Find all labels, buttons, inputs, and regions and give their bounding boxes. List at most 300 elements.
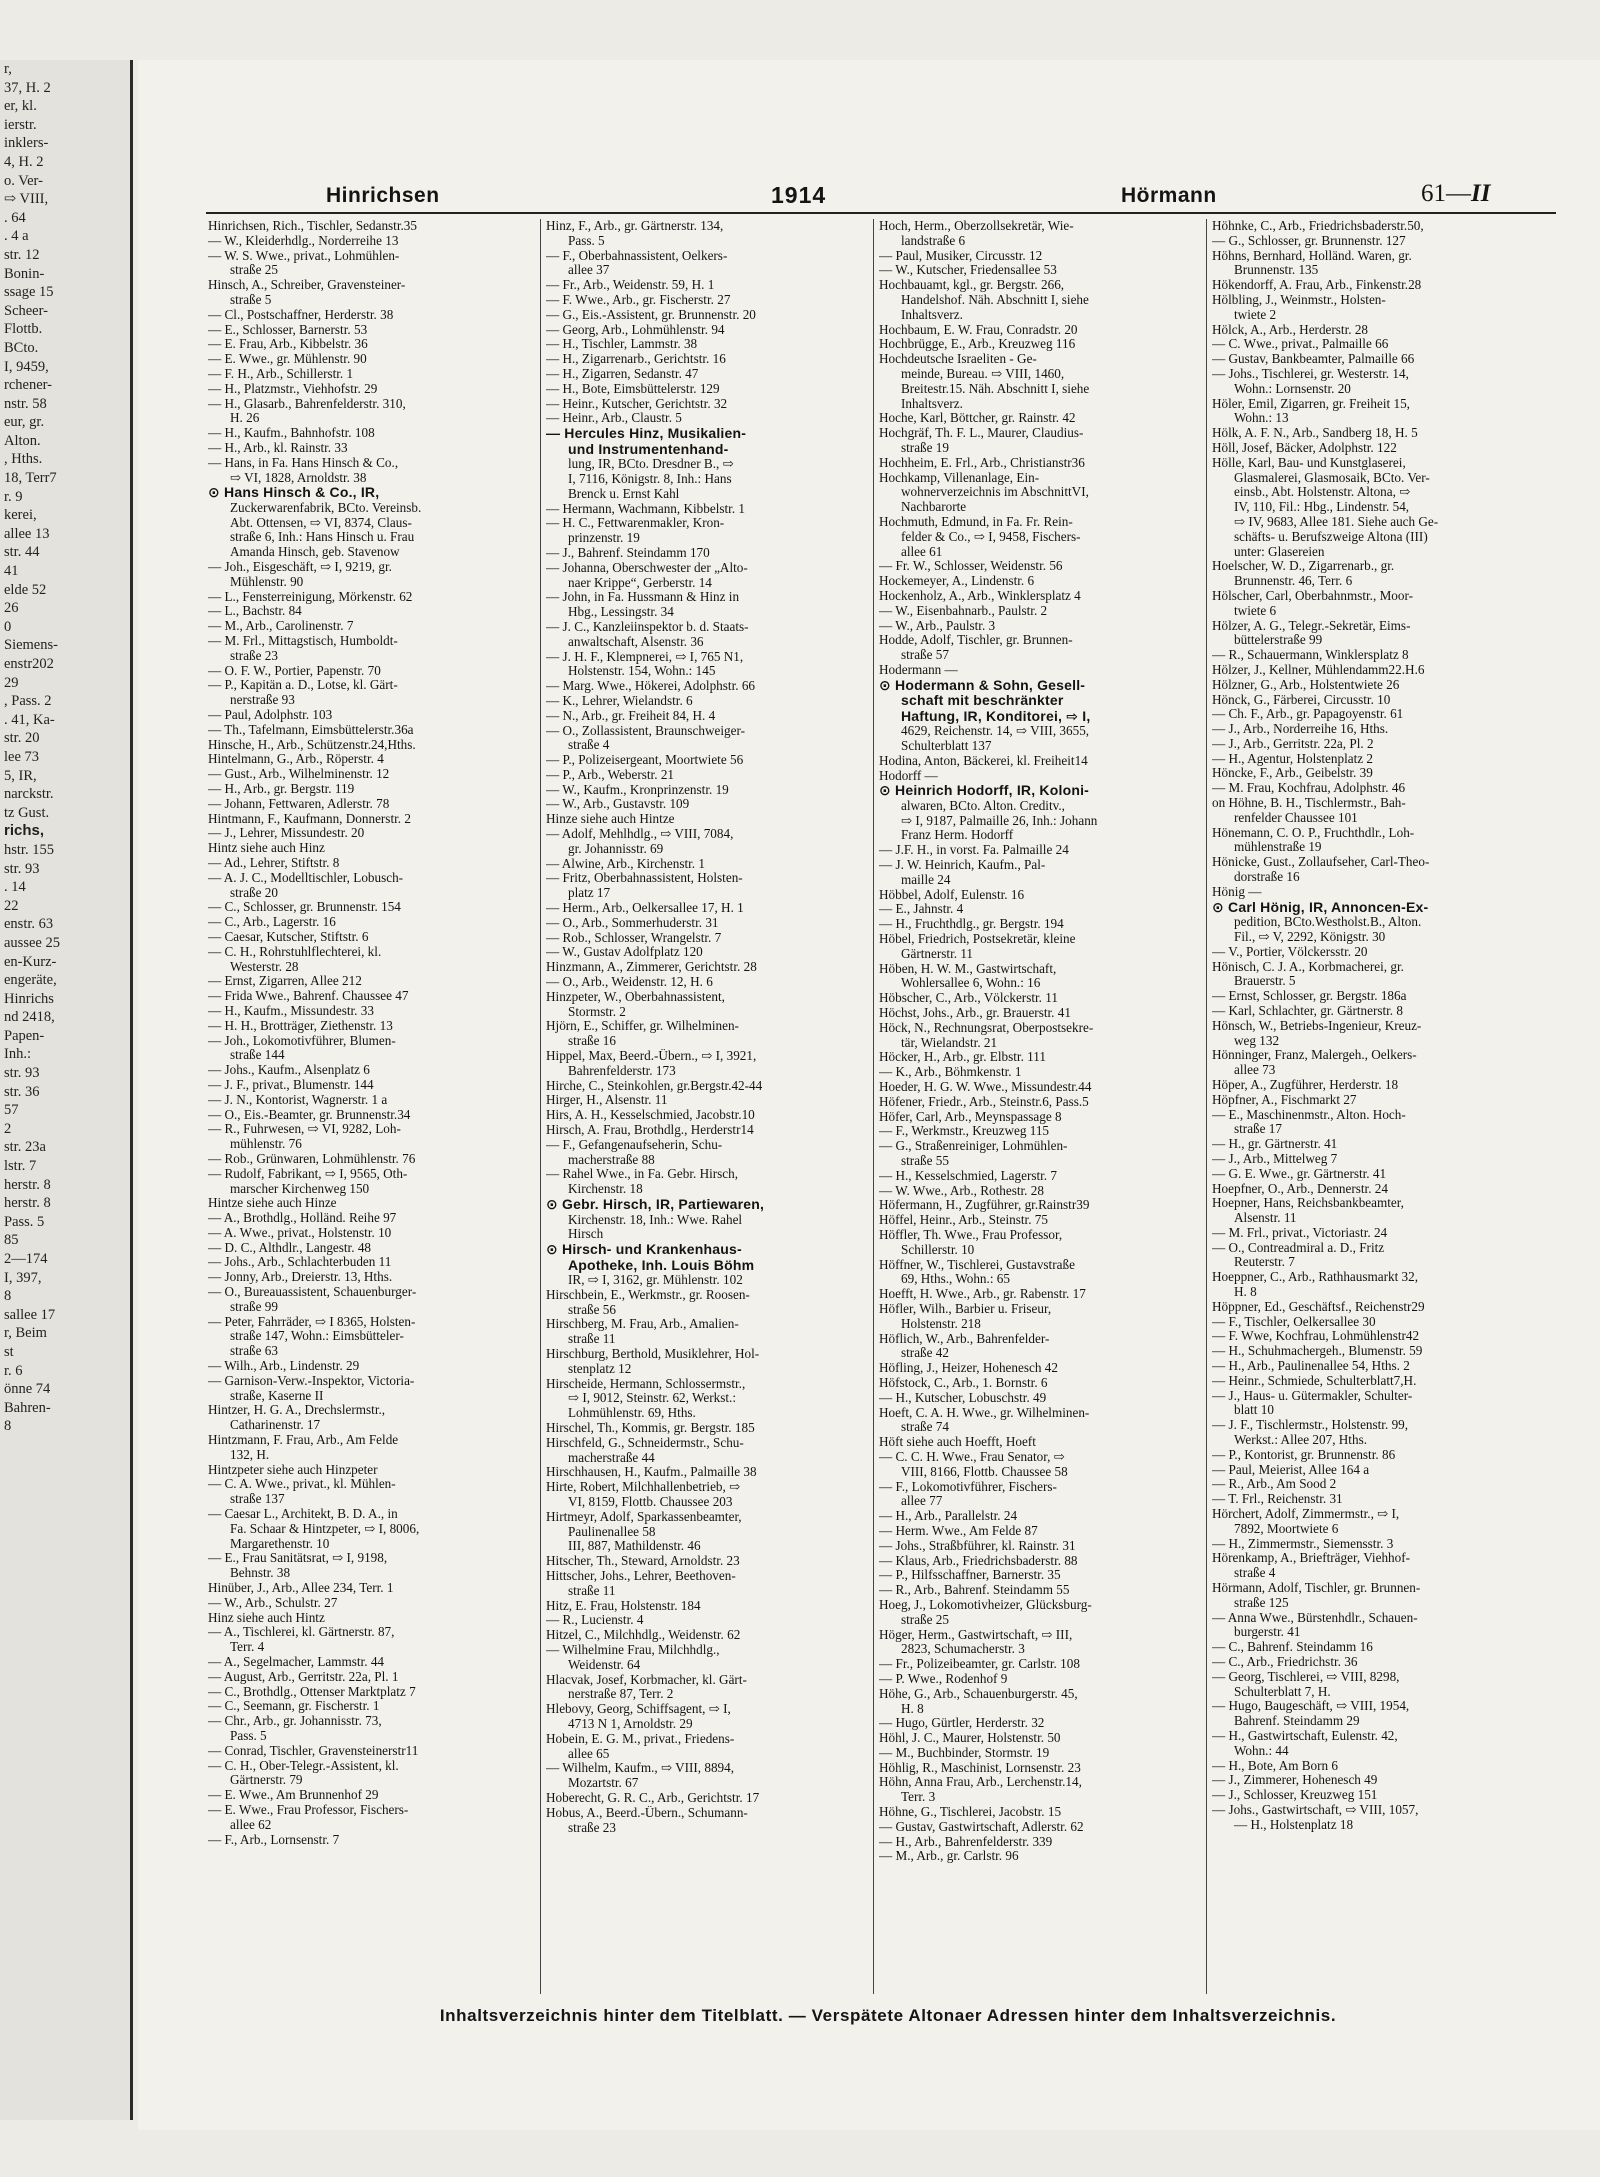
- entry-line: straße 11: [568, 1332, 616, 1347]
- entry-line: renfelder Chaussee 101: [1234, 810, 1358, 825]
- firm-entry-line: Haftung, IR, Konditorei, ⇨ I,: [901, 708, 1091, 724]
- entry-line: — C., Schlosser, gr. Brunnenstr. 154: [208, 900, 401, 915]
- entry-line: — P. Wwe., Rodenhof 9: [879, 1671, 1008, 1686]
- entry-line: Höfermann, H., Zugführer, gr.Rainstr39: [879, 1198, 1090, 1213]
- entry-line: Hoeg, J., Lokomotivheizer, Glücksburg-: [879, 1597, 1092, 1612]
- sliver-line: 0: [4, 618, 12, 635]
- entry-line: Handelshof. Näh. Abschnitt I, siehe: [901, 292, 1089, 307]
- entry-line: Terr. 3: [901, 1790, 936, 1805]
- entry-line: Höhl, J. C., Maurer, Holstenstr. 50: [879, 1731, 1061, 1746]
- entry-line: — H., Kaufm., Missundestr. 33: [208, 1003, 374, 1018]
- firm-entry-line: ⊙ Hodermann & Sohn, Gesell-: [879, 677, 1086, 693]
- entry-line: Höffel, Heinr., Arb., Steinstr. 75: [879, 1213, 1048, 1228]
- sliver-line: lee 73: [4, 748, 40, 765]
- entry-line: Höhne, G., Tischlerei, Jacobstr. 15: [879, 1805, 1062, 1820]
- sliver-line: elde 52: [4, 581, 47, 598]
- entry-line: Höger, Herm., Gastwirtschaft, ⇨ III,: [879, 1627, 1073, 1642]
- entry-line: — Ch. F., Arb., gr. Papagoyenstr. 61: [1212, 707, 1404, 722]
- entry-line: — Hugo, Gürtler, Herderstr. 32: [879, 1716, 1045, 1731]
- entry-line: Hinüber, J., Arb., Allee 234, Terr. 1: [208, 1581, 394, 1596]
- entry-line: — F., Arb., Lornsenstr. 7: [208, 1832, 340, 1847]
- entry-line: Höffler, Th. Wwe., Frau Professor,: [879, 1228, 1063, 1242]
- entry-line: Hintzpeter siehe auch Hinzpeter: [208, 1462, 378, 1477]
- entry-line: — H., Tischler, Lammstr. 38: [546, 337, 698, 352]
- previous-page-sliver: [0, 60, 133, 2120]
- entry-line: — Fr., Polizeibeamter, gr. Carlstr. 108: [879, 1657, 1080, 1672]
- entry-line: — F. Wwe., Arb., gr. Fischerstr. 27: [546, 292, 731, 307]
- entry-line: straße 147, Wohn.: Eimsbütteler-: [230, 1329, 404, 1344]
- entry-line: ⇨ VI, 1828, Arnoldstr. 38: [230, 470, 367, 485]
- sliver-line: I, 397,: [4, 1269, 42, 1286]
- entry-line: — Paul, Meierist, Allee 164 a: [1212, 1462, 1370, 1477]
- sliver-line: tz Gust.: [4, 804, 50, 821]
- entry-line: — K., Arb., Böhmkenstr. 1: [879, 1065, 1022, 1080]
- entry-line: — L., Bachstr. 84: [208, 604, 302, 619]
- entry-line: — F., Tischler, Oelkersallee 30: [1212, 1314, 1376, 1329]
- entry-line: twiete 2: [1234, 307, 1277, 322]
- entry-line: — P., Hilfsschaffner, Barnerstr. 35: [879, 1568, 1061, 1583]
- entry-line: — Johanna, Oberschwester der „Alto-: [546, 560, 748, 575]
- year-heading: 1914: [771, 182, 827, 208]
- entry-line: — O., Arb., Weidenstr. 12, H. 6: [546, 975, 713, 990]
- entry-line: — R., Arb., Am Sood 2: [1212, 1477, 1337, 1492]
- entry-line: blatt 10: [1234, 1403, 1274, 1418]
- entry-line: Höhe, G., Arb., Schauenburgerstr. 45,: [879, 1686, 1078, 1701]
- entry-line: — Fr., Arb., Weidenstr. 59, H. 1: [546, 278, 715, 293]
- entry-line: allee 37: [568, 263, 610, 278]
- entry-line: — Paul, Adolphstr. 103: [208, 708, 333, 722]
- sliver-line: Inh.:: [4, 1046, 31, 1063]
- entry-line: Hirsch: [568, 1227, 604, 1242]
- entry-line: — L., Fensterreinigung, Mörkenstr. 62: [208, 589, 413, 604]
- entry-line: Kirchenstr. 18: [568, 1182, 643, 1197]
- entry-line: — E. Frau, Arb., Kibbelstr. 36: [208, 337, 368, 352]
- entry-line: — Karl, Schlachter, gr. Gärtnerstr. 8: [1212, 1003, 1403, 1018]
- entry-line: wohnerverzeichnis im AbschnittVI,: [901, 485, 1089, 500]
- entry-line: Hintze siehe auch Hinze: [208, 1196, 337, 1211]
- entry-line: straße 4: [1234, 1566, 1276, 1581]
- entry-line: Hobein, E. G. M., privat., Friedens-: [546, 1731, 735, 1746]
- entry-line: Hölzner, G., Arb., Holstentwiete 26: [1212, 677, 1400, 692]
- entry-line: Hölzer, J., Kellner, Mühlendamm22.H.6: [1212, 662, 1425, 677]
- sliver-line: Siemens-: [4, 637, 58, 654]
- sliver-line: önne 74: [4, 1381, 51, 1398]
- entry-line: — F., Gefangenaufseherin, Schu-: [546, 1137, 723, 1152]
- entry-line: — A., Tischlerei, kl. Gärtnerstr. 87,: [208, 1625, 395, 1640]
- entry-line: — F., Oberbahnassistent, Oelkers-: [546, 248, 728, 263]
- entry-line: Höhlig, R., Maschinist, Lornsenstr. 23: [879, 1760, 1081, 1775]
- entry-line: Schulterblatt 7, H.: [1234, 1684, 1331, 1699]
- entry-line: — Adolf, Mehlhdlg., ⇨ VIII, 7084,: [546, 827, 734, 842]
- entry-line: Breitestr.15. Näh. Abschnitt I, siehe: [901, 381, 1090, 396]
- entry-line: — W., Eisenbahnarb., Paulstr. 2: [879, 603, 1048, 618]
- entry-line: — R., Arb., Bahrenf. Steindamm 55: [879, 1583, 1070, 1598]
- entry-line: alwaren, BCto. Alton. Creditv.,: [901, 798, 1065, 813]
- entry-line: schäfts- u. Berufszweige Altona (III): [1234, 529, 1428, 544]
- entry-line: H. 26: [230, 411, 260, 426]
- entry-line: straße 17: [1234, 1122, 1282, 1137]
- entry-line: Hlebovy, Georg, Schiffsagent, ⇨ I,: [546, 1702, 731, 1717]
- entry-line: — Gustav, Bankbeamter, Palmaille 66: [1212, 352, 1415, 367]
- entry-line: Franz Herm. Hodorff: [901, 828, 1014, 843]
- entry-line: anwaltschaft, Alsenstr. 36: [568, 634, 704, 649]
- entry-line: — W., Arb., Paulstr. 3: [879, 618, 996, 633]
- entry-line: Hochdeutsche Israeliten - Ge-: [879, 352, 1037, 367]
- entry-line: — Hans, in Fa. Hans Hinsch & Co.,: [208, 455, 399, 470]
- entry-line: — Georg, Arb., Lohmühlenstr. 94: [546, 322, 725, 337]
- entry-line: — Heinr., Schmiede, Schulterblatt7,H.: [1212, 1373, 1417, 1388]
- sliver-line: aussee 25: [4, 934, 60, 951]
- entry-line: Hirs, A. H., Kesselschmied, Jacobstr.10: [546, 1108, 755, 1123]
- entry-line: — F. H., Arb., Schillerstr. 1: [208, 366, 354, 381]
- entry-line: Zuckerwarenfabrik, BCto. Vereinsb.: [230, 500, 422, 515]
- entry-line: — J., Arb., Norderreihe 16, Hths.: [1212, 722, 1389, 737]
- entry-line: allee 62: [230, 1817, 272, 1832]
- entry-line: — A., Brothdlg., Holländ. Reihe 97: [208, 1211, 397, 1226]
- entry-line: — Garnison-Verw.-Inspektor, Victoria-: [208, 1373, 415, 1388]
- entry-line: — W., Kaufm., Kronprinzenstr. 19: [546, 782, 729, 797]
- entry-line: Hintzer, H. G. A., Drechslermstr.,: [208, 1403, 386, 1418]
- entry-line: — P., Kapitän a. D., Lotse, kl. Gärt-: [208, 678, 398, 693]
- entry-line: — Anna Wwe., Bürstenhdlr., Schauen-: [1212, 1610, 1418, 1625]
- entry-line: — Rob., Grünwaren, Lohmühlenstr. 76: [208, 1151, 416, 1166]
- entry-line: twiete 6: [1234, 603, 1277, 618]
- entry-line: — Gustav, Gastwirtschaft, Adlerstr. 62: [879, 1819, 1084, 1834]
- header-rule: [206, 212, 1556, 214]
- entry-line: Höhnke, C., Arb., Friedrichsbaderstr.50,: [1212, 219, 1424, 233]
- entry-line: mühlenstraße 19: [1234, 840, 1322, 855]
- entry-line: — O., Bureauassistent, Schauenburger-: [208, 1285, 417, 1300]
- sliver-line: 57: [4, 1102, 19, 1119]
- sliver-line: 2—174: [4, 1251, 48, 1267]
- sliver-line: r,: [4, 61, 12, 77]
- entry-line: stenplatz 12: [568, 1361, 632, 1376]
- entry-line: 132, H.: [230, 1447, 270, 1462]
- entry-line: — K., Lehrer, Wielandstr. 6: [546, 693, 693, 708]
- entry-line: Hodorff —: [879, 768, 938, 783]
- entry-line: — M. Frau, Kochfrau, Adolphstr. 46: [1212, 781, 1406, 796]
- entry-line: Hinzpeter, W., Oberbahnassistent,: [546, 989, 725, 1004]
- sliver-line: kerei,: [4, 507, 37, 524]
- entry-line: Mozartstr. 67: [568, 1776, 639, 1791]
- entry-line: — D. C., Althdlr., Langestr. 48: [208, 1240, 372, 1255]
- sliver-line: 37, H. 2: [4, 79, 51, 96]
- entry-line: Hitzel, C., Milchhdlg., Weidenstr. 62: [546, 1628, 741, 1643]
- entry-line: — Gust., Arb., Wilhelminenstr. 12: [208, 767, 390, 782]
- entry-line: Höck, N., Rechnungsrat, Oberpostsekre-: [879, 1020, 1094, 1035]
- entry-line: straße 63: [230, 1344, 278, 1359]
- entry-line: Hinsch, A., Schreiber, Gravensteiner-: [208, 278, 406, 293]
- entry-line: — O., Arb., Sommerhuderstr. 31: [546, 915, 719, 930]
- sliver-line: str. 20: [4, 730, 40, 747]
- entry-line: felder & Co., ⇨ I, 9458, Fischers-: [901, 529, 1081, 544]
- entry-line: Hinz, F., Arb., gr. Gärtnerstr. 134,: [546, 219, 724, 233]
- page-header: [206, 178, 1556, 214]
- entry-line: — M. Frl., privat., Victoriastr. 24: [1212, 1225, 1388, 1240]
- entry-line: Hoeppner, C., Arb., Rathhausmarkt 32,: [1212, 1270, 1419, 1285]
- sliver-line: en-Kurz-: [4, 953, 57, 970]
- entry-line: Hbg., Lessingstr. 34: [568, 605, 674, 620]
- entry-line: — F., Lokomotivführer, Fischers-: [879, 1479, 1057, 1494]
- sliver-line: o. Ver-: [4, 172, 43, 189]
- entry-line: — P., Polizeisergeant, Moortwiete 56: [546, 753, 744, 768]
- sliver-line: str. 93: [4, 860, 40, 877]
- entry-line: straße 25: [230, 263, 278, 278]
- entry-line: — W., Arb., Schulstr. 27: [208, 1595, 338, 1610]
- entry-line: Hönig —: [1212, 884, 1262, 899]
- entry-line: — E., Schlosser, Barnerstr. 53: [208, 322, 368, 337]
- right-headword: Hörmann: [1121, 184, 1217, 207]
- left-headword: Hinrichsen: [326, 184, 440, 207]
- entry-line: Hinz siehe auch Hintz: [208, 1610, 325, 1625]
- sliver-line: ierstr.: [4, 116, 37, 133]
- entry-line: 4629, Reichenstr. 14, ⇨ VIII, 3655,: [901, 724, 1090, 739]
- entry-line: — V., Portier, Völckersstr. 20: [1212, 944, 1368, 959]
- sliver-line: 26: [4, 600, 19, 617]
- entry-line: — Johs., Straßbführer, kl. Rainstr. 31: [879, 1538, 1076, 1553]
- entry-line: — Th., Tafelmann, Eimsbüttelerstr.36a: [208, 722, 414, 737]
- entry-line: — G., Eis.-Assistent, gr. Brunnenstr. 20: [546, 307, 756, 322]
- entry-line: — J., Arb., Mittelweg 7: [1212, 1151, 1338, 1166]
- entry-line: — H., Holstenplatz 18: [1234, 1817, 1354, 1832]
- entry-line: — Wilh., Arb., Lindenstr. 29: [208, 1359, 360, 1374]
- entry-line: — Georg, Tischlerei, ⇨ VIII, 8298,: [1212, 1669, 1400, 1684]
- entry-line: — P., Arb., Weberstr. 21: [546, 767, 675, 782]
- sliver-line: . 64: [4, 209, 26, 226]
- entry-line: — J., Bahrenf. Steindamm 170: [546, 545, 710, 560]
- entry-line: H. 8: [1234, 1285, 1257, 1300]
- sliver-line: 29: [4, 674, 19, 691]
- sliver-line: Hinrichs: [4, 990, 54, 1007]
- entry-line: — Paul, Musiker, Circusstr. 12: [879, 248, 1043, 263]
- firm-entry-line: ⊙ Hans Hinsch & Co., IR,: [208, 485, 380, 501]
- entry-line: Hirte, Robert, Milchhallenbetrieb, ⇨: [546, 1480, 741, 1495]
- entry-line: Hölck, A., Arb., Herderstr. 28: [1212, 322, 1369, 337]
- entry-line: Hirschberg, M. Frau, Arb., Amalien-: [546, 1317, 739, 1332]
- entry-line: — Ad., Lehrer, Stiftstr. 8: [208, 855, 340, 870]
- entry-line: Terr. 4: [230, 1640, 265, 1655]
- sliver-line: Bonin-: [4, 265, 45, 282]
- page-section: II: [1471, 180, 1491, 207]
- entry-line: Hirtmeyr, Adolf, Sparkassenbeamter,: [546, 1509, 742, 1524]
- entry-line: pedition, BCto.Westholst.B., Alton.: [1234, 915, 1422, 930]
- sliver-line: 41: [4, 563, 19, 580]
- entry-line: — Rudolf, Fabrikant, ⇨ I, 9565, Oth-: [208, 1166, 408, 1181]
- entry-line: Hochgräf, Th. F. L., Maurer, Claudius-: [879, 426, 1084, 441]
- entry-line: Höfer, Carl, Arb., Meynspassage 8: [879, 1109, 1062, 1124]
- entry-line: nerstraße 87, Terr. 2: [568, 1687, 674, 1702]
- entry-line: — P., Kontorist, gr. Brunnenstr. 86: [1212, 1447, 1396, 1462]
- entry-line: — H., Kaufm., Bahnhofstr. 108: [208, 426, 375, 441]
- entry-line: Paulinenallee 58: [568, 1524, 656, 1539]
- entry-line: Hirschhausen, H., Kaufm., Palmaille 38: [546, 1465, 757, 1480]
- firm-entry-line: Apotheke, Inh. Louis Böhm: [568, 1257, 755, 1273]
- entry-line: — H., Platzmstr., Viehhofstr. 29: [208, 381, 378, 396]
- entry-line: Hochkamp, Villenanlage, Ein-: [879, 470, 1040, 485]
- entry-line: meinde, Bureau. ⇨ VIII, 1460,: [901, 366, 1065, 381]
- sliver-line: . 14: [4, 879, 26, 896]
- entry-line: — W., Gustav Adolfplatz 120: [546, 945, 703, 960]
- entry-line: straße 11: [568, 1583, 616, 1598]
- sliver-line: 8: [4, 1288, 12, 1305]
- entry-line: — W. Wwe., Arb., Rothestr. 28: [879, 1183, 1044, 1198]
- page-number-digits: 61—: [1421, 180, 1471, 207]
- entry-line: Höfener, Friedr., Arb., Steinstr.6, Pass.5: [879, 1094, 1089, 1109]
- entry-line: — Johs., Gastwirtschaft, ⇨ VIII, 1057,: [1212, 1802, 1419, 1817]
- sliver-line: r. 9: [4, 488, 23, 505]
- entry-line: gr. Johannisstr. 69: [568, 841, 664, 856]
- entry-line: — J. H. F., Klempnerei, ⇨ I, 765 N1,: [546, 649, 744, 664]
- entry-line: — J.F. H., in vorst. Fa. Palmaille 24: [879, 843, 1069, 858]
- entry-line: — Conrad, Tischler, Gravensteinerstr11: [208, 1743, 419, 1758]
- entry-line: burgerstr. 41: [1234, 1625, 1301, 1640]
- entry-line: mühlenstr. 76: [230, 1137, 302, 1152]
- entry-line: straße 23: [568, 1820, 616, 1835]
- entry-line: — A., Segelmacher, Lammstr. 44: [208, 1655, 385, 1669]
- entry-line: — H., Zimmermstr., Siemensstr. 3: [1212, 1536, 1394, 1551]
- entry-line: Hodermann —: [879, 662, 958, 677]
- entry-line: — W. S. Wwe., privat., Lohmühlen-: [208, 248, 400, 263]
- entry-line: Hirschburg, Berthold, Musiklehrer, Hol-: [546, 1347, 760, 1362]
- entry-line: straße 6, Inh.: Hans Hinsch u. Frau: [230, 530, 415, 545]
- sliver-line: er, kl.: [4, 98, 37, 115]
- firm-entry-line: ⊙ Gebr. Hirsch, IR, Partiewaren,: [546, 1197, 765, 1212]
- sliver-line: richs,: [4, 822, 45, 840]
- entry-line: Bahrenfelderstr. 173: [568, 1063, 676, 1078]
- entry-line: — Rahel Wwe., in Fa. Gebr. Hirsch,: [546, 1167, 739, 1182]
- entry-line: — A. J. C., Modelltischler, Lobusch-: [208, 870, 404, 885]
- entry-line: Nachbarorte: [901, 500, 967, 515]
- entry-line: — H. H., Brotträger, Ziethenstr. 13: [208, 1018, 393, 1033]
- entry-line: — C. H., Rohrstuhlflechterei, kl.: [208, 944, 382, 959]
- entry-line: Hirschfeld, G., Schneidermstr., Schu-: [546, 1435, 744, 1450]
- entry-line: Hölscher, Carl, Oberbahnmstr., Moor-: [1212, 588, 1414, 603]
- entry-line: — Cl., Postschaffner, Herderstr. 38: [208, 307, 394, 322]
- entry-line: Hjörn, E., Schiffer, gr. Wilhelminen-: [546, 1019, 739, 1034]
- entry-line: straße 20: [230, 885, 278, 900]
- entry-line: — W., Kleiderhdlg., Norderreihe 13: [208, 233, 399, 248]
- entry-line: — C., Brothdlg., Ottenser Marktplatz 7: [208, 1684, 416, 1699]
- entry-line: straße 16: [568, 1034, 616, 1049]
- entry-line: IV, 110, Fil.: Hbg., Lindenstr. 54,: [1234, 500, 1410, 515]
- sliver-line: herstr. 8: [4, 1176, 51, 1193]
- entry-line: Höffner, W., Tischlerei, Gustavstraße: [879, 1257, 1075, 1272]
- sliver-line: BCto.: [4, 339, 39, 356]
- entry-line: Hobus, A., Beerd.-Übern., Schumann-: [546, 1805, 748, 1820]
- entry-line: straße 4: [568, 738, 610, 753]
- entry-line: — Johs., Tischlerei, gr. Westerstr. 14,: [1212, 366, 1409, 381]
- entry-line: Wohlersallee 6, Wohn.: 16: [901, 976, 1041, 991]
- entry-line: — H., Kesselschmied, Lagerstr. 7: [879, 1168, 1057, 1183]
- entry-line: — W., Kutscher, Friedensallee 53: [879, 263, 1057, 278]
- entry-line: Westerstr. 28: [230, 959, 299, 974]
- entry-line: Höbbel, Adolf, Eulenstr. 16: [879, 887, 1025, 902]
- entry-line: Reuterstr. 7: [1234, 1255, 1295, 1270]
- entry-line: H. 8: [901, 1701, 924, 1716]
- entry-line: — Wilhelmine Frau, Milchhdlg.,: [546, 1643, 720, 1658]
- entry-line: — Fritz, Oberbahnassistent, Holsten-: [546, 871, 743, 886]
- entry-line: — E. Wwe., gr. Mühlenstr. 90: [208, 352, 367, 367]
- entry-line: straße 23: [230, 648, 278, 663]
- sliver-line: enstr202: [4, 656, 54, 672]
- entry-line: Hölzer, A. G., Telegr.-Sekretär, Eims-: [1212, 618, 1411, 633]
- sliver-line: eur, gr.: [4, 414, 45, 431]
- firm-entry-line: ⊙ Hirsch- und Krankenhaus-: [546, 1242, 742, 1258]
- entry-line: — J. F., privat., Blumenstr. 144: [208, 1077, 374, 1092]
- entry-line: — G. E. Wwe., gr. Gärtnerstr. 41: [1212, 1166, 1387, 1181]
- entry-line: platz 17: [568, 886, 611, 901]
- entry-line: Pass. 5: [230, 1728, 267, 1743]
- entry-line: Abt. Ottensen, ⇨ VI, 8374, Claus-: [230, 515, 412, 530]
- sliver-line: I, 9459,: [4, 358, 49, 375]
- entry-line: Hoeder, H. G. W. Wwe., Missundestr.44: [879, 1080, 1092, 1095]
- entry-line: Höchst, Johs., Arb., gr. Brauerstr. 41: [879, 1006, 1071, 1021]
- sliver-line: , Pass. 2: [4, 693, 52, 710]
- entry-line: — Wilhelm, Kaufm., ⇨ VIII, 8894,: [546, 1761, 735, 1776]
- entry-line: Hörchert, Adolf, Zimmermstr., ⇨ I,: [1212, 1507, 1400, 1522]
- entry-line: Hölk, A. F. N., Arb., Sandberg 18, H. 5: [1212, 426, 1418, 441]
- page-footer: Inhaltsverzeichnis hinter dem Titelblatt. — Verspätete Altonaer Adressen hinter dem Inhaltsverzeichnis.: [439, 2006, 1337, 2025]
- entry-line: Höfler, Wilh., Barbier u. Friseur,: [879, 1301, 1052, 1316]
- entry-line: — Heinr., Kutscher, Gerichtstr. 32: [546, 396, 728, 411]
- entry-line: — F. Wwe, Kochfrau, Lohmühlenstr42: [1212, 1329, 1420, 1344]
- sliver-line: st: [4, 1343, 14, 1360]
- entry-line: 4713 N 1, Arnoldstr. 29: [568, 1717, 693, 1731]
- entry-line: Hodina, Anton, Bäckerei, kl. Freiheit14: [879, 753, 1088, 768]
- sliver-line: 5, IR,: [4, 767, 37, 784]
- entry-line: Hlacvak, Josef, Korbmacher, kl. Gärt-: [546, 1672, 747, 1687]
- entry-line: — C., Bahrenf. Steindamm 16: [1212, 1640, 1373, 1655]
- entry-line: — O. F. W., Portier, Papenstr. 70: [208, 663, 381, 678]
- entry-line: Schulterblatt 137: [901, 739, 992, 753]
- entry-line: — Fr. W., Schlosser, Weidenstr. 56: [879, 559, 1063, 574]
- entry-line: — H., Bote, Am Born 6: [1212, 1758, 1339, 1773]
- entry-line: Hörenkamp, A., Briefträger, Viehhof-: [1212, 1551, 1411, 1566]
- entry-line: — Caesar L., Architekt, B. D. A., in: [208, 1507, 398, 1522]
- entry-line: — H. C., Fettwarenmakler, Kron-: [546, 516, 725, 531]
- entry-line: — G., Schlosser, gr. Brunnenstr. 127: [1212, 233, 1406, 248]
- entry-line: Alsenstr. 11: [1234, 1211, 1297, 1226]
- entry-line: — H., Agentur, Holstenplatz 2: [1212, 751, 1373, 766]
- entry-line: — Joh., Eisgeschäft, ⇨ I, 9219, gr.: [208, 560, 392, 575]
- entry-line: Hintz siehe auch Hinz: [208, 841, 325, 856]
- entry-line: Hochbrügge, E., Arb., Kreuzweg 116: [879, 337, 1076, 352]
- entry-line: weg 132: [1234, 1033, 1280, 1048]
- entry-line: — R., Lucienstr. 4: [546, 1613, 644, 1628]
- entry-line: Mühlenstr. 90: [230, 574, 304, 589]
- entry-line: Inhaltsverz.: [901, 396, 963, 411]
- entry-line: Höbscher, C., Arb., Völckerstr. 11: [879, 991, 1058, 1006]
- sliver-line: allee 13: [4, 525, 50, 542]
- entry-line: — C., Seemann, gr. Fischerstr. 1: [208, 1699, 380, 1714]
- entry-line: Höfling, J., Heizer, Hohenesch 42: [879, 1361, 1058, 1376]
- entry-line: Hoepner, Hans, Reichsbankbeamter,: [1212, 1196, 1404, 1211]
- entry-line: — H., Zigarrenarb., Gerichtstr. 16: [546, 352, 726, 367]
- sliver-line: 85: [4, 1232, 19, 1249]
- entry-line: straße 137: [230, 1492, 285, 1507]
- entry-line: Hoelscher, W. D., Zigarrenarb., gr.: [1212, 559, 1395, 574]
- entry-line: Hockemeyer, A., Lindenstr. 6: [879, 574, 1035, 589]
- entry-line: lung, IR, BCto. Dresdner B., ⇨: [568, 457, 734, 472]
- entry-line: — O., Zollassistent, Braunschweiger-: [546, 723, 745, 738]
- entry-line: Brauerstr. 5: [1234, 974, 1296, 989]
- entry-line: — H., Arb., Parallelstr. 24: [879, 1509, 1018, 1524]
- firm-entry-line: — Hercules Hinz, Musikalien-: [546, 426, 747, 442]
- sliver-line: ssage 15: [4, 284, 54, 301]
- entry-line: nerstraße 93: [230, 693, 295, 708]
- entry-line: allee 61: [901, 544, 943, 559]
- entry-line: Wohn.: Lornsenstr. 20: [1234, 381, 1351, 396]
